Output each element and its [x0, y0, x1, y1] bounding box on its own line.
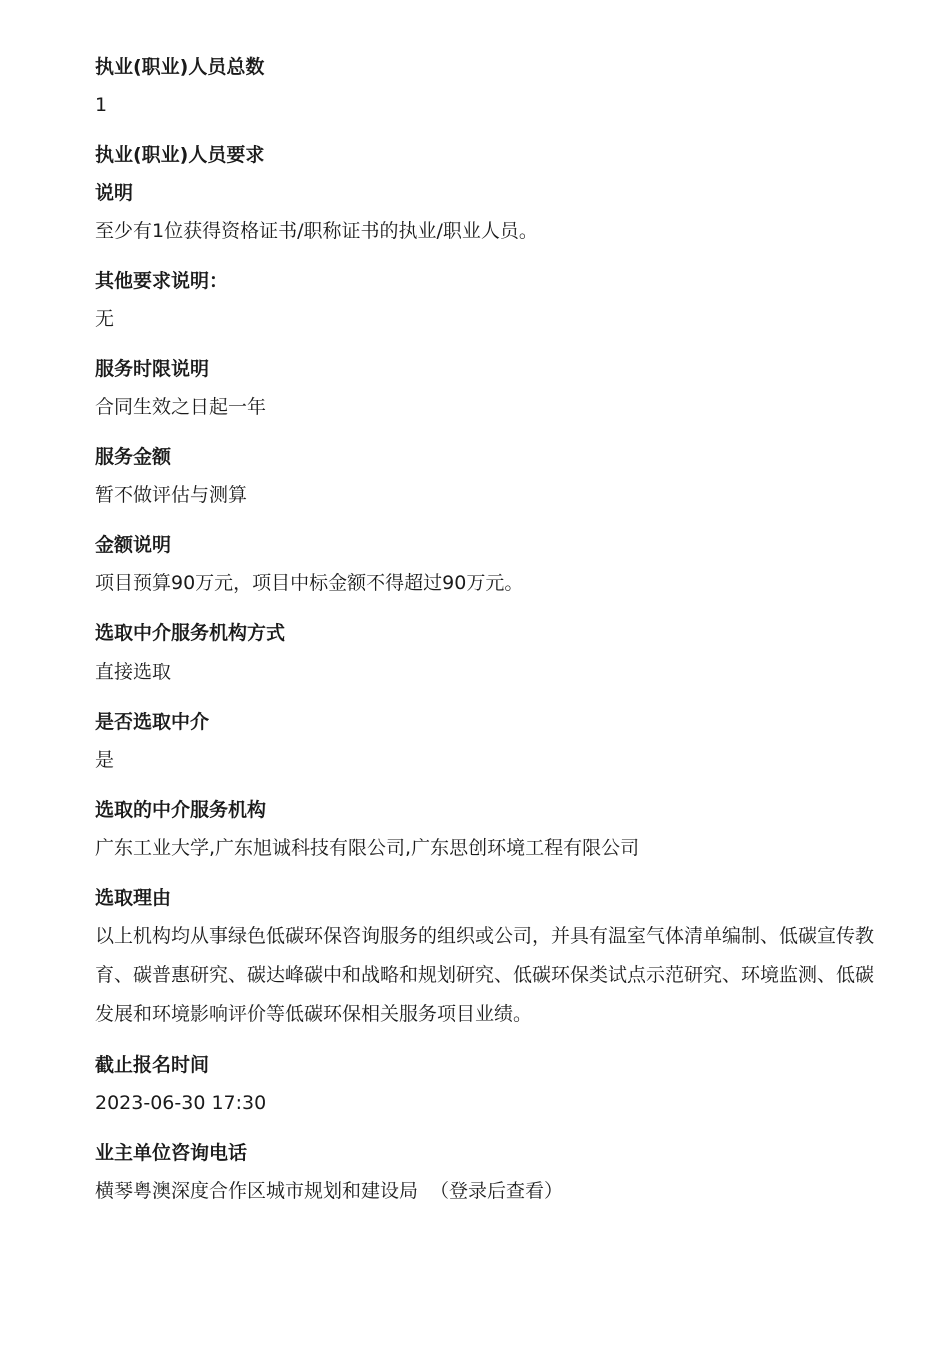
amount-description-value: 项目预算90万元，项目中标金额不得超过90万元。: [95, 572, 524, 594]
service-period-label: 服务时限说明: [95, 358, 210, 380]
owner-unit-name: 横琴粤澳深度合作区城市规划和建设局: [95, 1180, 419, 1202]
staff-total-value: 1: [95, 94, 108, 116]
selection-method-value: 直接选取: [95, 661, 172, 683]
selected-agencies-value: 广东工业大学,广东旭诚科技有限公司,广东思创环境工程有限公司: [95, 837, 640, 859]
amount-description-label: 金额说明: [95, 534, 172, 556]
detail-content: [95, 48, 895, 1210]
service-amount-label: 服务金额: [95, 446, 172, 468]
description-value: 至少有1位获得资格证书/职称证书的执业/职业人员。: [95, 220, 538, 242]
selected-agencies-label: 选取的中介服务机构: [95, 799, 267, 821]
staff-total-label: 执业(职业)人员总数: [95, 56, 265, 78]
other-requirement-label: 其他要求说明：: [95, 270, 229, 292]
service-amount-value: 暂不做评估与测算: [95, 484, 248, 506]
selection-reason-label: 选取理由: [95, 887, 172, 909]
description-label: 说明: [95, 182, 134, 204]
owner-phone-row: [95, 1172, 895, 1210]
login-to-view-link[interactable]: （登录后查看）: [430, 1180, 564, 1202]
deadline-value: 2023-06-30 17:30: [95, 1092, 267, 1114]
select-agency-value: 是: [95, 749, 115, 771]
staff-requirement-label: 执业(职业)人员要求: [95, 144, 265, 166]
selection-method-label: 选取中介服务机构方式: [95, 622, 286, 644]
service-period-value: 合同生效之日起一年: [95, 396, 267, 418]
select-agency-label: 是否选取中介: [95, 711, 210, 733]
selection-reason-value: 以上机构均从事绿色低碳环保咨询服务的组织或公司，并具有温室气体清单编制、低碳宣传教育、碳普惠研究、碳达峰碳中和战略和规划研究、低碳环保类试点示范研究、环境监测、低碳发展和环境影响评价等低碳环保相关服务项目业绩。: [95, 925, 875, 1025]
owner-phone-label: 业主单位咨询电话: [95, 1142, 248, 1164]
other-requirement-value: 无: [95, 308, 115, 330]
deadline-label: 截止报名时间: [95, 1054, 210, 1076]
